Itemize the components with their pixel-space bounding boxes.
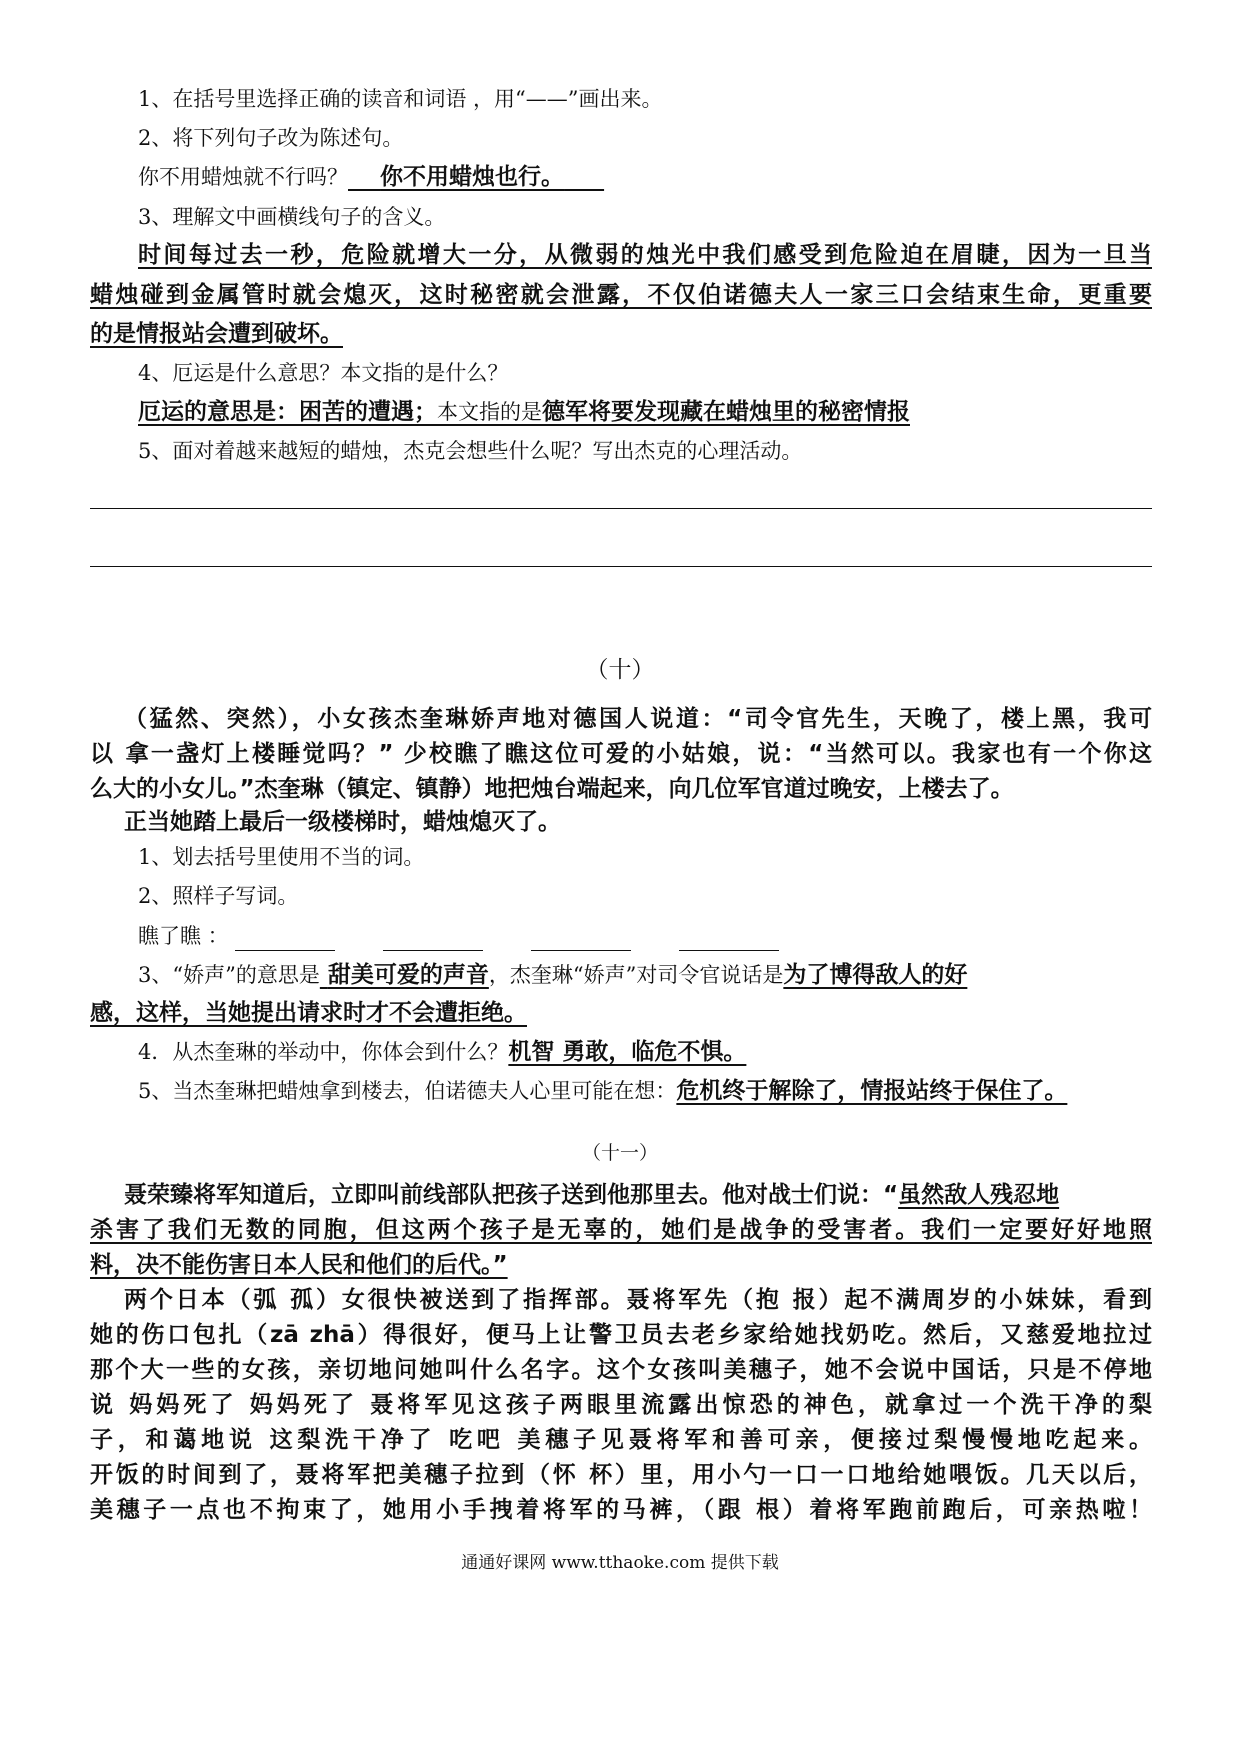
question-4-line: [138, 1037, 746, 1067]
section-title-10: （十）: [585, 657, 655, 683]
question-5: 5、当杰奎琳把蜡烛拿到楼去，伯诺德夫人心里可能在想：: [138, 1079, 677, 1103]
question-2-line: [138, 162, 604, 192]
question-3-answer-a: 甜美可爱的声音: [327, 962, 489, 988]
question-4: 4、厄运是什么意思？本文指的是什么？: [138, 361, 509, 385]
passage-line: 两个日本（弧 孤）女很快被送到了指挥部。聂将军先（抱 报）起不满周岁的小妹妹，看到: [124, 1287, 1152, 1313]
question-4-answer: 机智 勇敢，临危不惧。: [508, 1039, 747, 1065]
question-3-answer-b: 为了博得敌人的好: [783, 962, 968, 988]
question-2-example-line: [138, 921, 827, 951]
question-1: 1、划去括号里使用不当的词。: [138, 845, 425, 869]
answer-blank[interactable]: [531, 930, 631, 951]
passage-line: 么大的小女儿。”杰奎琳（镇定、镇静）地把烛台端起来，向几位军官道过晚安，上楼去了。: [90, 776, 1014, 802]
answer-blank[interactable]: [679, 930, 779, 951]
question-4-answer-b: 德军将要发现藏在蜡烛里的秘密情报: [542, 399, 910, 425]
passage-line: 料，决不能伤害日本人民和他们的后代。”: [90, 1252, 508, 1278]
passage-line: 美穗子一点也不拘束了，她用小手拽着将军的马裤，（跟 根）着将军跑前跑后，可亲热啦！: [90, 1497, 1152, 1523]
word-example: 瞧了瞧 ：: [138, 924, 229, 948]
question-2: 2、将下列句子改为陈述句。: [138, 126, 404, 150]
question-4-answer-a: 厄运的意思是：困苦的遭遇；: [138, 399, 437, 425]
question-5-answer: 危机终于解除了，情报站终于保住了。: [676, 1078, 1068, 1104]
passage-line: 正当她踏上最后一级楼梯时，蜡烛熄灭了。: [124, 809, 561, 835]
question-2-answer: 你不用蜡烛也行。: [380, 164, 565, 190]
passage-line: 以 拿一盏灯上楼睡觉吗？” 少校瞧了瞧这位可爱的小姑娘，说：“当然可以。我家也有一个你这: [90, 741, 1152, 767]
question-3-answer-line-1: 时间每过去一秒，危险就增大一分，从微弱的烛光中我们感受到危险迫在眉睫，因为一旦当: [138, 242, 1152, 268]
question-1: 1、在括号里选择正确的读音和词语 ，用“——”画出来。: [138, 87, 663, 111]
answer-blank-line: [90, 566, 1152, 567]
question-3: 3、理解文中画横线句子的含义。: [138, 205, 446, 229]
question-2: 2、照样子写词。: [138, 884, 299, 908]
question-3-answer-line-3: 的是情报站会遭到破坏。: [90, 321, 343, 347]
question-2-prompt: 你不用蜡烛就不行吗？: [138, 165, 348, 189]
question-3-answer-line-2: 蜡烛碰到金属管时就会熄灭，这时秘密就会泄露，不仅伯诺德夫人一家三口会结束生命，更重要: [90, 282, 1152, 308]
answer-blank[interactable]: [235, 930, 335, 951]
question-5-line: [138, 1076, 1067, 1106]
passage-line: 开饭的时间到了，聂将军把美穗子拉到（怀 杯）里，用小勺一口一口地给她喂饭。几天以后，: [90, 1462, 1152, 1488]
question-3-text: 3、“娇声”的意思是: [138, 963, 320, 987]
footer-source: 通通好课网 www.tthaoke.com 提供下载: [461, 1553, 779, 1573]
passage-line: 聂荣臻将军知道后，立即叫前线部队把孩子送到他那里去。他对战士们说：“虽然敌人残忍地: [124, 1182, 1060, 1208]
question-4-answer-line: [138, 397, 910, 427]
question-4-mid: 本文指的是: [437, 400, 542, 424]
passage-line: 杀害了我们无数的同胞，但这两个孩子是无辜的，她们是战争的受害者。我们一定要好好地照: [90, 1217, 1152, 1243]
question-5: 5、面对着越来越短的蜡烛，杰克会想些什么呢？写出杰克的心理活动。: [138, 439, 803, 463]
passage-line: 说 妈妈死了 妈妈死了 聂将军见这孩子两眼里流露出惊恐的神色，就拿过一个洗干净的梨: [90, 1392, 1152, 1418]
answer-blank-line: [90, 508, 1152, 509]
passage-line: 她的伤口包扎（zā zhā）得很好，便马上让警卫员去老乡家给她找奶吃。然后，又慈爱地拉过: [90, 1322, 1152, 1348]
answer-blank[interactable]: [383, 930, 483, 951]
passage-line: 那个大一些的女孩，亲切地问她叫什么名字。这个女孩叫美穗子，她不会说中国话，只是不停地: [90, 1357, 1152, 1383]
question-4: 4．从杰奎琳的举动中，你体会到什么？: [138, 1040, 509, 1064]
question-3-answer-b-cont: 感，这样，当她提出请求时才不会遭拒绝。: [90, 1000, 527, 1026]
passage-line: 子，和蔼地说 这梨洗干净了 吃吧 美穗子见聂将军和善可亲，便接过梨慢慢地吃起来。: [90, 1427, 1152, 1453]
section-title-11: （十一）: [581, 1142, 658, 1164]
question-3-text: ，杰奎琳“娇声”对司令官说话是: [488, 963, 784, 987]
passage-line: （猛然、突然），小女孩杰奎琳娇声地对德国人说道：“司令官先生，天晚了，楼上黑，我可: [124, 706, 1152, 732]
question-3-line-1: [138, 960, 967, 990]
